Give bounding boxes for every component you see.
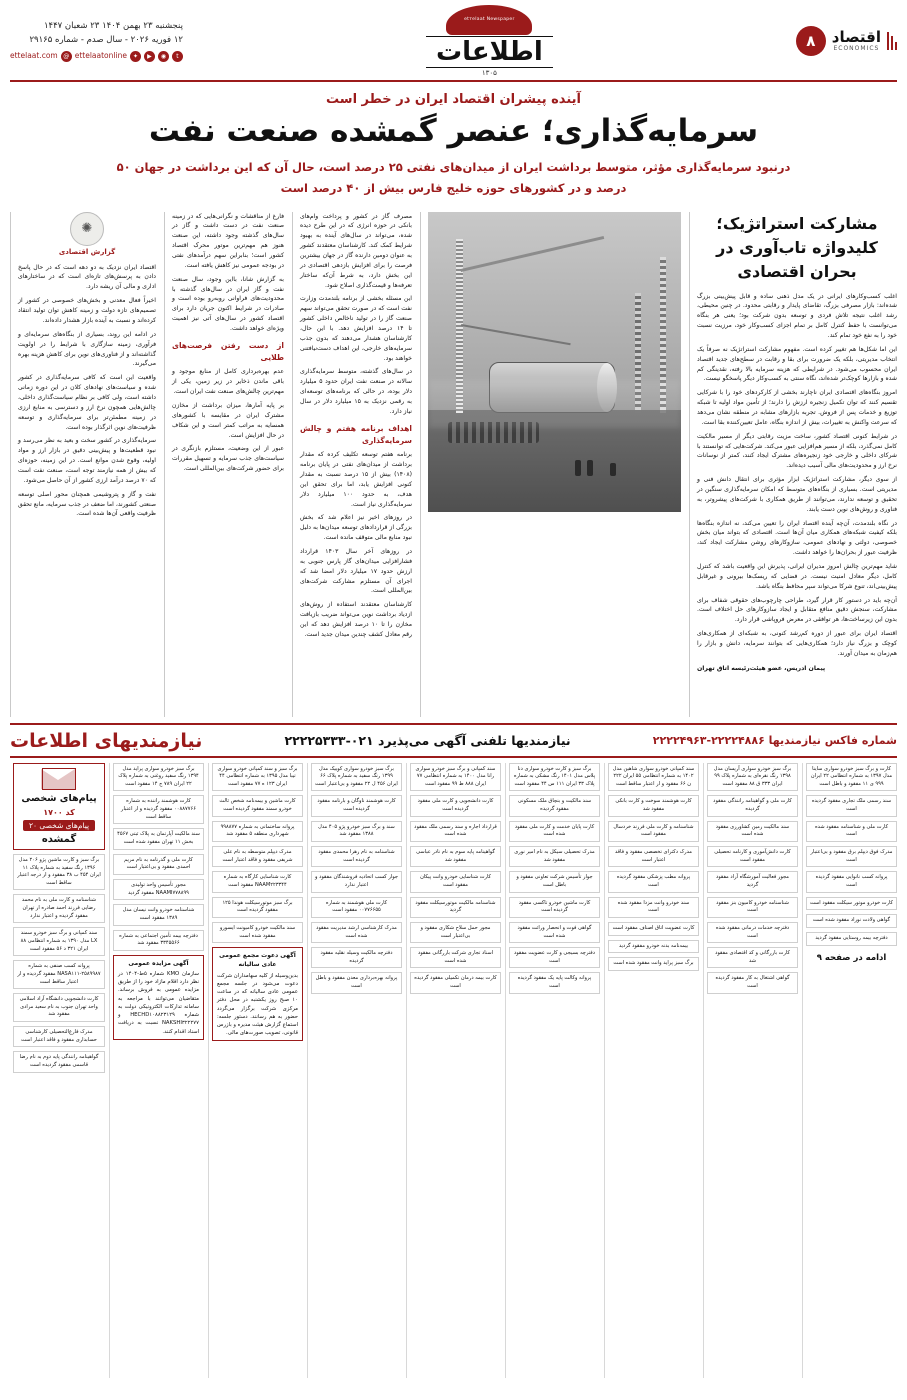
classified-ad: کارت ماشین و بیمه‌نامه شخص ثالث خودرو سمند مفقود گردیده است <box>212 795 303 816</box>
classifieds-column <box>406 763 501 1378</box>
logo-title: اطلاعات <box>426 36 553 68</box>
body-paragraph: عدم بهره‌برداری کامل از منابع موجود و باقی ماندن ذخایر در زیر زمین، یکی از مهم‌ترین چالش‌های صنعت نفت ایران است. <box>172 368 284 396</box>
envelope-icon <box>42 768 76 790</box>
notice-ad-title: آگهی دعوت مجمع عمومی عادی سالیانه <box>219 952 296 969</box>
analysis-paragraph: نفت و گاز و پتروشیمی همچنان محور اصلی توسعه صنعتی کشورند، اما ضعف در جذب سرمایه، مانع تحقق ظرفیت واقعی آن‌ها شده است. <box>18 490 156 518</box>
classified-ad: گواهی فوت و انحصار وراثت مفقود شده است <box>509 922 600 943</box>
classified-ad: سند کمپانی و برگ سبز خودرو سمند LX مدل ۱۳۹۰ به شماره انتظامی ۸۸ ایران ۳۲۱ د ۵۶ مفقود است <box>13 927 105 956</box>
classified-ad: کارت ماشین خودرو تاکسی مفقود گردیده است <box>509 897 600 918</box>
oil-industry-photo <box>428 212 681 512</box>
classified-ad: سند مالکیت آپارتمان به پلاک ثبتی ۴۵۶۷ بخش ۱۱ تهران مفقود شده است <box>113 828 204 849</box>
classified-ad: کارت عضویت اتاق اصناف مفقود است <box>608 922 699 936</box>
opinion-column <box>689 212 897 717</box>
website-url[interactable]: ettelaat.com <box>10 51 58 61</box>
body-subhead: اهداف برنامه هفتم و چالش سرمایه‌گذاری <box>300 423 412 446</box>
classified-ad: دفترچه مالکیت وسیله نقلیه مفقود گردیده <box>311 947 402 968</box>
classified-ad: برگ سبز پراید وانت مفقود شده است <box>608 957 699 971</box>
classified-ad: کارت بازرگانی و کد اقتصادی مفقود شد <box>707 947 798 968</box>
classifieds-section <box>10 723 897 1378</box>
classified-ad: برگ سبز و کارت ماشین پژو ۲۰۶ مدل ۱۳۹۶ رنگ سفید به شماره پلاک ۱۱ ایران ۴۵۴ ب ۳۸ مفقود و از درجه اعتبار ساقط است <box>13 854 105 891</box>
classifieds-header <box>10 730 897 752</box>
classified-ad: مجوز تأسیس واحد تولیدی NAAMI۷۷۸۸۹۹ مفقود گردید <box>113 879 204 900</box>
body-paragraph: برنامه هفتم توسعه تکلیف کرده که مقدار برداشت از میدان‌های نفتی در پایان برنامه (۱۴۰۸) بیش از ۱۵ درصد نسبت به مقدار کنونی افزایش یابد، اما برای تحقق این هدف، به حدود ۱۰۰ میلیارد دلار سرمایه‌گذاری نیاز است. <box>300 451 412 508</box>
body-paragraph: در سال‌های گذشته، متوسط سرمایه‌گذاری سالانه در صنعت نفت ایران حدود ۵ میلیارد دلار بوده، در حالی که برنامه‌های توسعه‌ای به رقمی نزدیک به ۱۵ میلیارد دلار در سال نیاز دارد. <box>300 368 412 415</box>
classified-ad: سند و برگ سبز خودرو پژو ۴۰۵ مدل ۱۳۸۸ مفقود شد <box>311 821 402 842</box>
classified-ad: مدرک دکترای تخصصی مفقود و فاقد اعتبار است <box>608 846 699 867</box>
classified-ad: دفترچه بیمه روستایی مفقود گردید <box>806 932 897 946</box>
masthead-dates <box>10 19 183 62</box>
classified-ad: قرارداد اجاره و سند رسمی ملک مفقود شده است <box>410 821 501 842</box>
classifieds-column <box>208 763 303 1378</box>
classified-ad: پروانه وکالت پایه یک مفقود گردیده است <box>509 972 600 993</box>
analysis-paragraph: اخیراً فعال معدنی و بخش‌های خصوصی در کشور از تصمیم‌های تازه دولت و زمینه کاهش توان تولید انتقاد کرده‌اند و نسبت به آینده بازار هشدار داده‌اند. <box>18 297 156 324</box>
notice-ad-title: آگهی مزایده عمومی <box>128 959 189 967</box>
classified-ad: مجوز فعالیت آموزشگاه آزاد مفقود گردید <box>707 871 798 892</box>
body-paragraph: به گزارش شانا، بااین وجود، سال صنعت نفت و گاز ایران در سال‌های گذشته با محدودیت‌های فراوانی روبه‌رو بوده است و صادرات در شرایط اکنون جریان دارد برای اقتصاد کشور در سال‌های آتی نیز اهمیت ویژه‌ای خواهد داشت. <box>172 275 284 332</box>
classified-ad: کارت هوشمند راننده به شماره ۰۰۸۸۷۷۶۶ مفقود گردیده و از اعتبار ساقط است <box>113 795 204 824</box>
photo-worker <box>587 460 593 476</box>
twitter-icon[interactable]: ✦ <box>130 51 141 62</box>
logo-year: ۱۳۰۵ <box>481 69 497 77</box>
classified-ad: شناسنامه به نام زهرا محمدی مفقود گردیده است <box>311 846 402 867</box>
social-handle[interactable]: ettelaatonline <box>74 51 127 61</box>
classifieds-grid <box>10 763 897 1378</box>
personal-messages-title: پیام‌های شخصی <box>21 792 97 804</box>
notice-ad-body: بدین‌وسیله از کلیه سهامداران شرکت دعوت می‌شود در جلسه مجمع عمومی عادی سالیانه که در ساعت ۱۰ صبح روز یکشنبه در محل دفتر مرکزی شرکت برگزار می‌گردد حضور به هم رسانند. دستور جلسه: استماع گزارش هیئت مدیره و بازرس قانونی، تصویب صورت‌های مالی. <box>216 972 298 1037</box>
classified-ad: دفترچه بیمه تأمین اجتماعی به شماره ۳۳۴۵۵۶۶ مفقود شد <box>113 930 204 951</box>
classified-ad: مدرک دیپلم متوسطه به نام علی شریفی مفقود و فاقد اعتبار است <box>212 846 303 867</box>
opinion-paragraph: اقتصاد ایران برای عبور از دوره کم‌رشد کنونی، به شبکه‌ای از همکاری‌های کوچک و بزرگ نیاز دارد؛ همکاری‌هایی که بتوانند سرمایه، دانش و بازار را هم‌زمان به میدان آورند. <box>697 630 897 657</box>
classified-ad: مدرک فارغ‌التحصیلی کارشناسی حسابداری مفقود و فاقد اعتبار است <box>13 1026 105 1047</box>
classified-ad: گواهی اشتغال به کار مفقود گردیده است <box>707 972 798 993</box>
classified-ad: مجوز حمل سلاح شکاری مفقود و بی‌اعتبار است <box>410 922 501 943</box>
body-subhead: از دست رفتن فرصت‌های طلایی <box>172 340 284 363</box>
telegram-icon[interactable]: t <box>172 51 183 62</box>
headline-kicker: آینده پیشران اقتصاد ایران در خطر است <box>326 92 581 107</box>
body-paragraph: بر پایه آمارها، میزان برداشت از مخازن مشترک ایران در مقایسه با کشورهای همسایه به مراتب کمتر است و این شکاف در حال افزایش است. <box>172 402 284 439</box>
report-badge-label: گزارش اقتصادی <box>58 247 116 256</box>
notice-ad-body: سازمان KMO شماره ۵ط-۱۴۰۴ در نظر دارد اقلام مازاد خود را از طریق مزایده عمومی به فروش برساند. متقاضیان می‌توانند با مراجعه به سامانه تدارکات الکترونیکی دولت به شماره HECHD۱۰۸۸۲۳۱۲۹ و NAKSHI۳۲۲۲۷۷ نسبت به دریافت اسناد اقدام کنند. <box>118 971 199 1035</box>
opinion-paragraph: از سوی دیگر، مشارکت استراتژیک ابزار مؤثری برای انتقال دانش فنی و مدیریتی است. بسیاری از بنگاه‌های متوسط که امکان سرمایه‌گذاری سنگین در تحقیق و توسعه ندارند، می‌توانند از طریق همکاری با شرکت‌های پیشروتر، به فناوری و روش‌های نوین دست یابند. <box>697 476 897 513</box>
body-column-1 <box>292 212 412 717</box>
headline-area <box>10 82 897 204</box>
analysis-paragraph: واقعیت این است که کافی سرمایه‌گذاری در کشور شده و سیاست‌های نهاد‌های کلان در این دوره زمانی داشته است، ولی کافی بر نظام سیاست‌گذاری داخلی، چالش‌هایی همچون نرخ ارز و دسترسی به منابع ارزی در زمینه مطمئن‌تر برای سرمایه‌گذاری و توسعه ظرفیت‌های نوین اثرگذار بوده است. <box>18 374 156 431</box>
youtube-icon[interactable]: ▶ <box>144 51 155 62</box>
classified-ad: برگ سبز خودرو سواری کوییک مدل ۱۳۹۹ رنگ سفید به شماره پلاک ۶۶ ایران ۴۵۶ ل ۲۲ مفقود و بی‌اعتبار است <box>311 763 402 792</box>
classified-ad: کارت دانشجویی و کارت ملی مفقود گردیده است <box>410 795 501 816</box>
analysis-paragraph: اقتصاد ایران نزدیک به دو دهه است که در حال پاسخ دادن به پرسش‌های تازه‌ای است که در ساختارهای اداری و مالی آن ریشه دارد. <box>18 263 156 291</box>
classified-ad: برگ سبز خودرو سواری پراید مدل ۱۳۹۴ رنگ سفید روغنی به شماره پلاک ۲۲ ایران ۷۸۹ ج ۱۴ مفقود است <box>113 763 204 792</box>
page-number: ۸ <box>796 26 826 56</box>
article-photo <box>428 212 681 512</box>
classified-ad: سند مالکیت خودرو کامیونت ایسوزو مفقود شده است <box>212 922 303 943</box>
classified-ad: سند کمپانی خودرو سواری شاهین مدل ۱۴۰۲ به شماره انتظامی ۵۵ ایران ۲۲۲ ن ۶۶ مفقود و از اعتبار ساقط است <box>608 763 699 792</box>
classified-ad: سند خودرو وانت مزدا مفقود شده است <box>608 897 699 918</box>
social-links[interactable] <box>10 50 183 62</box>
classified-ad: جواز کسب اتحادیه فروشندگان مفقود و اعتبار ندارد <box>311 871 402 892</box>
analysis-column <box>10 212 156 717</box>
classified-ad: سند مالکیت و بنچاق ملک مسکونی مفقود گردیده <box>509 795 600 816</box>
body-paragraph: این مسئله بخشی از برنامه بلندمدت وزارت نفت است که در صورت تحقق می‌تواند سهم صنعت گاز را در تولید ناخالص داخلی کشور تا ۱۴ درصد افزایش دهد. با این حال، کارشناسان هشدار می‌دهند که بدون جذب سرمایه‌های خارجی، این اهداف دست‌نیافتنی خواهند بود. <box>300 295 412 362</box>
opinion-paragraph: اغلب کسب‌وکارهای ایرانی در یک مدل ذهنی ساده و قابل پیش‌بینی بزرگ شده‌اند: بازار مصرفی بزرگ، تقاضای پایدار و رقابتی محدود. در چنین محیطی، رشد اغلب نتیجه تلاش فردی و توسعه بدون شرکت بود؛ یعنی هر بنگاه می‌توانست با حفظ کنترل کامل بر تمام اجزای کسب‌وکار خود، مرزیت نسبت خود را به نفع خود تمام کند. <box>697 292 897 339</box>
classified-ad: پروانه کسب نانوایی مفقود گردیده است <box>806 871 897 892</box>
photo-column <box>420 212 681 717</box>
classified-ad: پروانه مطب پزشکی مفقود گردیده است <box>608 871 699 892</box>
classifieds-phone: نیازمندیها تلفنی آگهی می‌پذیرد ۰۲۱-۲۲۲۲۵۳۳۳ <box>284 733 571 749</box>
classified-ad: گواهینامه پایه سوم به نام نادر عباسی مفقود شد <box>410 846 501 867</box>
classified-ad: کارت شناسایی کارگاه به شماره NAAM۲۲۳۳۴۴ مفقود است <box>212 871 303 892</box>
classified-ad: برگ سبز و سند کمپانی خودرو سواری تیبا مدل ۱۳۹۵ به شماره انتظامی ۴۴ ایران ۱۲۳ ه ۷۷ مفقود است <box>212 763 303 792</box>
body-column-2 <box>164 212 284 717</box>
opinion-paragraph: در نگاه بلندمدت، آن‌چه آینده اقتصاد ایران را تعیین می‌کند، نه اندازه بنگاه‌ها بلکه کیفیت شبکه‌های همکاری میان آن‌ها است. اقتصادی که بتواند میان بخش خصوصی، دولتی و نهادهای عمومی، سازوکارهای روشن مشارکت ایجاد کند، ظرفیت عبور از بحران‌ها را خواهد داشت. <box>697 519 897 557</box>
classified-ad: سند کمپانی و برگ سبز خودرو سواری رانا مدل ۱۴۰۰ به شماره انتظامی ۷۷ ایران ۸۸۸ ط ۹۹ مفقود است <box>410 763 501 792</box>
opinion-paragraph: شاید مهم‌ترین چالش امروز مدیران ایرانی، پذیرش این واقعیت باشد که کنترل کامل، دیگر معادل امنیت نیست. در فضایی که ریسک‌ها بیرونی و غیرقابل پیش‌بینی‌اند، تنوع شرکا می‌تواند سپر محافظ بنگاه باشد. <box>697 563 897 590</box>
classifieds-title: نیازمندیهای اطلاعات <box>10 729 203 752</box>
classified-ad: پروانه بهره‌برداری معدن مفقود و باطل است <box>311 972 402 993</box>
report-seal-icon: ✺ <box>70 212 104 246</box>
classified-ad: بیمه‌نامه بدنه خودرو مفقود گردید <box>608 940 699 954</box>
classified-ad: اسناد تجاری شرکت بازرگانی مفقود شده است <box>410 947 501 968</box>
article-grid <box>10 212 897 717</box>
opinion-byline: پیمان ادریس، عضو هیئت‌رئیسه اتاق تهران <box>697 664 826 672</box>
logo-emblem-icon: etтelaat Newspaper <box>446 5 532 35</box>
classified-ad: کارت شناسایی خودرو وانت پیکان مفقود است <box>410 871 501 892</box>
section-name-en: ECONOMICS <box>833 44 880 52</box>
body-paragraph: در روزهای آخر سال ۱۴۰۳ قرارداد فشارافزایی میدان‌های گاز پارس جنوبی به ارزش حدود ۱۷ میلیارد دلار امضا شد که اجرای آن مستلزم مشارکت شرکت‌های بین‌المللی است. <box>300 548 412 595</box>
section-name-fa: اقتصاد <box>831 28 881 47</box>
classifieds-column <box>109 763 204 1378</box>
headline-title: سرمایه‌گذاری؛ عنصر گمشده صنعت نفت <box>148 113 759 149</box>
body-paragraph: کارشناسان معتقدند استفاده از روش‌های ازدیاد برداشت نوین می‌تواند ضریب بازیافت مخازن را تا ۱۰ درصد افزایش دهد که این رقم معادل کشف چندین میدان جدید است. <box>300 601 412 638</box>
opinion-paragraph: آن‌چه باید در دستور کار قرار گیرد، طراحی چارچوب‌های حقوقی شفاف برای مشارکت، سنجش دقیق منافع متقابل و ایجاد سازوکارهای حل اختلاف است. بدون این زیرساخت‌ها، هر توافقی در معرض فروپاشی قرار دارد. <box>697 596 897 624</box>
classified-ad: گواهینامه رانندگی پایه دوم به نام رضا قاسمی مفقود گردیده است <box>13 1051 105 1072</box>
classified-ad: کارت ملی هوشمند به شماره ۰۰۷۷۶۶۵۵ مفقود است <box>311 897 402 918</box>
lost-section-label: گمشده <box>41 833 77 845</box>
classified-ad: جواز تأسیس شرکت تعاونی مفقود و باطل است <box>509 871 600 892</box>
classified-ad: کارت بیمه درمان تکمیلی مفقود گردیده است <box>410 972 501 993</box>
classified-ad: کارت ملی و گذرنامه به نام مریم احمدی مفقود و بی‌اعتبار است <box>113 854 204 875</box>
classified-ad: شناسنامه خودرو وانت نیسان مدل ۱۳۸۹ مفقود است <box>113 904 204 925</box>
body-paragraph: عبور از این وضعیت، مستلزم بازنگری در سیاست‌های جذب سرمایه و تسهیل مقررات برای حضور شرکت‌های بین‌المللی است. <box>172 445 284 473</box>
body-paragraph: مصرف گاز در کشور و پرداخت وام‌های بانکی در حوزه انرژی که در این طرح دیده شده، می‌تواند در سال‌های آینده به بهبود شرایط کمک کند. کارشناسان معتقدند کشور به عنوان دومین دارنده گاز در جهان بیشترین فرصت را برای افزایش بازدهی اقتصادی در این بخش دارد، به شرط آن‌که ساختار تعرفه‌ها و قیمت‌گذاری اصلاح شود. <box>300 212 412 289</box>
report-badge <box>18 212 156 257</box>
opinion-paragraph: در شرایط کنونی اقتصاد کشور، ساخت مزیت رقابتی دیگر از مسیر مالکیت کامل نمی‌گذرد، بلکه از مسیر هم‌افزایی عبور می‌کند. شرکت‌هایی که توانستند با شرکای داخلی و خارجی خود زنجیره‌های مشترک ایجاد کنند، کمتر از نوسانات نرخ ارز و محدودیت‌های مالی آسیب دیده‌اند. <box>697 432 897 470</box>
classified-ad: شناسنامه و کارت ملی به نام محمد رضایی فرزند احمد صادره از تهران مفقود گردیده و اعتبار ندارد <box>13 894 105 923</box>
classified-ad: کارت ملی و شناسنامه مفقود شده است <box>806 821 897 842</box>
classified-ad: کارت هوشمند سوخت و کارت بانکی مفقود شد <box>608 795 699 816</box>
analysis-paragraph: در ادامه این روند، بسیاری از بنگاه‌های سرمایه‌ای و فرآوری، زمینه سازگاری با شرایط را در اولویت گذاشته‌اند و از فناوری‌های نوین برای کاهش هزینه بهره می‌گیرند. <box>18 330 156 368</box>
classifieds-column <box>703 763 798 1378</box>
divider <box>10 756 897 758</box>
classifieds-fax: شماره فاکس نیازمندیها ۲۲۲۲۴۸۸۶-۲۲۲۲۴۹۶۳ <box>652 734 897 748</box>
continued-note: ادامه در صفحه ۹ <box>816 952 887 963</box>
classified-ad: سند مالکیت زمین کشاورزی مفقود شده است <box>707 821 798 842</box>
classified-ad: دفترچه خدمات درمانی مفقود شده است <box>707 922 798 943</box>
classified-ad: شناسنامه و کارت ملی فرزند خردسال مفقود است <box>608 821 699 842</box>
globe-icon[interactable]: @ <box>61 51 72 62</box>
classifieds-column <box>307 763 402 1378</box>
classified-ad: مدرک تحصیلی سیکل به نام امیر نوری مفقود شد <box>509 846 600 867</box>
classified-ad: کارت هوشمند ناوگان و بارنامه مفقود گردیده است <box>311 795 402 816</box>
photo-dust-haze <box>428 380 681 428</box>
classifieds-column-with-panel <box>10 763 105 1378</box>
classified-ad: کارت دانش‌آموزی و کارنامه تحصیلی مفقود است <box>707 846 798 867</box>
opinion-paragraph: امروز بنگاه‌های اقتصادی ایران ناچارند بخشی از کارکردهای خود را با شرکایی تقسیم کنند که توان تکمیل زنجیره ارزش را دارند؛ از تأمین مواد اولیه تا شبکه توزیع و خدمات پس از فروش. تجربه بازارهای مشابه در منطقه نشان می‌دهد که سرعت واکنش به تغییرات، بیش از اندازه بنگاه، عامل تعیین‌کننده بقا است. <box>697 389 897 426</box>
classified-ad: کارت پایان خدمت و کارت ملی مفقود شده است <box>509 821 600 842</box>
personal-messages-code: کد ۱۷۰۰ <box>43 807 75 817</box>
classified-ad: مدرک فوق دیپلم برق مفقود و بی‌اعتبار است <box>806 846 897 867</box>
masthead-section-badge <box>796 26 897 56</box>
classifieds-column <box>802 763 897 1378</box>
classified-ad: پروانه ساختمانی به شماره ۹۹۸۸۷۷ شهرداری منطقه ۵ مفقود شد <box>212 821 303 842</box>
classified-ad: کارت ملی و گواهینامه رانندگی مفقود گردیده <box>707 795 798 816</box>
classifieds-column <box>505 763 600 1378</box>
notice-ad <box>113 955 204 1040</box>
personal-messages-badge[interactable]: پیام‌های شخصی ۲۰ <box>23 820 95 831</box>
classified-ad: سند رسمی ملک تجاری مفقود گردیده است <box>806 795 897 816</box>
classified-ad: کارت دانشجویی دانشگاه آزاد اسلامی واحد تهران جنوب به نام سعید مرادی مفقود شد <box>13 993 105 1022</box>
opinion-paragraph: این اما شکل‌ها هم تغییر کرده است. مفهوم مشارکت استراتژیک نه صرفاً یک انتخاب مدیریتی، بلکه یک ضرورت برای بقا و رقابت در سطح‌های جدید اقتصاد ایران محسوب می‌شود. در شرایطی که هزینه سرمایه بالا رفته، نقدینگی کم شده و بازارها کوچک‌تر شده‌اند، نگاه سنتی به کسب‌وکار دیگر پاسخگو نیست. <box>697 345 897 383</box>
classified-ad: مدرک کارشناسی ارشد مدیریت مفقود شده است <box>311 922 402 943</box>
classified-ad: دفترچه بسیجی و کارت عضویت مفقود است <box>509 947 600 968</box>
analysis-paragraph: سرمایه‌گذاری در کشور سخت و بعید به نظر می‌رسد و نبود قطعیت‌ها و پیش‌بینی دقیق در بازار ارز و مواد اولیه، وقوع شدن موانع است. در این زمینه، حوزه‌ای که بیش از همه نیازمند توجه است، صنعت نفت است که ۷۰ درصد درآمد ارزی کشور از آن حاصل می‌شود. <box>18 437 156 484</box>
instagram-icon[interactable]: ◉ <box>158 51 169 62</box>
date-gregorian-line: ۱۲ فوریه ۲۰۲۶ - سال صدم - شماره ۲۹۱۶۵ <box>29 35 183 46</box>
notice-ad <box>212 947 303 1041</box>
classified-ad: برگ سبز خودرو سواری آریسان مدل ۱۳۹۸ رنگ نقره‌ای به شماره پلاک ۹۹ ایران ۳۳۳ ق ۸۸ مفقود است <box>707 763 798 792</box>
headline-subtitle: درنبود سرمایه‌گذاری مؤثر، متوسط برداشت ایران از میدان‌های نفتی ۲۵ درصد است، حال آن که این برداشت در جهان ۵۰ درصد و در کشورهای حوزه خلیج فارس بیش از ۴۰ درصد است <box>116 160 791 196</box>
bars-icon <box>887 32 897 50</box>
photo-worker <box>610 463 616 476</box>
body-paragraph: در روزهای اخیر نیز اعلام شد که بخش بزرگی از قراردادهای توسعه میدان‌ها به دلیل نبود منابع مالی متوقف مانده است. <box>300 514 412 542</box>
personal-messages-panel[interactable] <box>13 763 105 850</box>
masthead <box>10 8 897 82</box>
opinion-heading: مشارکت استراتژیک؛ کلیدواژه تاب‌آوری در بحران اقتصادی <box>716 213 878 281</box>
classified-ad: کارت خودرو موتور سیکلت مفقود است <box>806 897 897 911</box>
body-paragraph: فارغ از مناقشات و نگرانی‌هایی که در زمینه صنعت نفت در دست داشت و گاز در سال‌های گذشته وجود داشته، این صنعت هنوز هم مهم‌ترین موتور محرک اقتصاد کشور است؛ بنابراین سهم درآمدهای نفتی در بودجه عمومی نیز کاهش یافته است. <box>172 212 284 269</box>
classified-ad: کارت و برگ سبز خودرو سواری ساینا مدل ۱۳۹۷ به شماره انتظامی ۲۲ ایران ۹۹۹ ی ۱۱ مفقود و باطل است <box>806 763 897 792</box>
newspaper-logo <box>379 5 599 77</box>
classified-ad: برگ سبز و کارت خودرو سواری دنا پلاس مدل ۱۴۰۱ رنگ مشکی به شماره پلاک ۳۳ ایران ۱۱۱ س ۴۴ مفقود است <box>509 763 600 792</box>
classifieds-column <box>604 763 699 1378</box>
classified-ad: برگ سبز موتورسیکلت هوندا ۱۲۵ مفقود گردیده است <box>212 897 303 918</box>
classified-ad: گواهی ولادت نوزاد مفقود شده است <box>806 914 897 928</box>
classified-ad: پروانه کسب صنفی به شماره NASA۱۱۱-۲۵۸۹۹۸۷ مفقود گردیده و از اعتبار ساقط است <box>13 960 105 989</box>
date-hijri-line: پنجشنبه ۲۳ بهمن ۱۴۰۴ ۲۳ شعبان ۱۴۴۷ <box>43 21 183 32</box>
classified-ad: شناسنامه مالکیت موتورسیکلت مفقود گردید <box>410 897 501 918</box>
photo-worker <box>575 460 581 476</box>
classified-ad: شناسنامه خودرو کامیون بنز مفقود است <box>707 897 798 918</box>
